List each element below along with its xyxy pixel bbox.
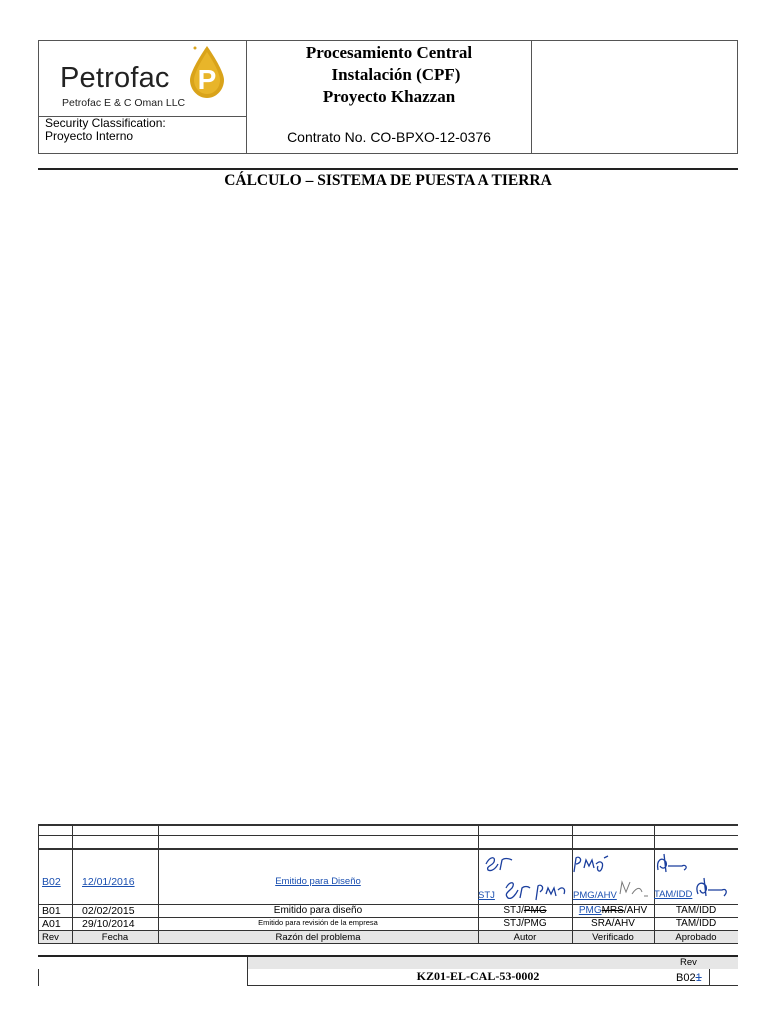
column-header-date: Fecha <box>101 932 129 943</box>
checked-struck-text: MRS <box>601 905 624 916</box>
reason-cell: Emitido para revisión de la empresa <box>258 918 378 927</box>
petrofac-drop-logo-icon <box>186 44 228 100</box>
revision-table <box>38 824 738 944</box>
signature-checker-initials <box>618 878 652 898</box>
footer-rule <box>709 969 710 986</box>
document-footer <box>38 955 738 987</box>
signature-author <box>482 852 516 874</box>
author-text: STJ/ <box>503 905 524 916</box>
author-cell: STJ/PMG <box>503 918 547 929</box>
project-title <box>247 42 531 108</box>
svg-text:P: P <box>197 64 217 95</box>
title-line-1: Procesamiento Central <box>305 43 473 62</box>
document-header <box>38 40 738 154</box>
security-classification <box>45 117 166 143</box>
footer-rule <box>247 985 738 986</box>
table-rule <box>72 824 73 944</box>
title-rule <box>38 168 738 170</box>
checked-cell: SRA/AHV <box>591 918 635 929</box>
reason-cell: Emitido para diseño <box>273 905 363 916</box>
footer-rule <box>38 969 39 986</box>
column-header-reason: Razón del problema <box>275 932 361 943</box>
author-cell: STJ <box>478 890 495 901</box>
signature-checker <box>572 852 612 876</box>
table-rule <box>38 835 738 836</box>
document-title: CÁLCULO – SISTEMA DE PUESTA A TIERRA <box>224 172 552 189</box>
approved-cell: TAM/IDD <box>675 918 717 929</box>
table-rule <box>38 848 738 850</box>
date-cell: 02/02/2015 <box>82 905 135 917</box>
signature-approver <box>654 850 690 876</box>
checked-text: /AHV <box>623 905 648 916</box>
column-header-author: Autor <box>513 932 537 943</box>
header-divider <box>531 41 532 153</box>
approved-cell: TAM/IDD <box>675 905 717 916</box>
footer-shade <box>247 957 738 969</box>
table-rule <box>38 930 738 931</box>
title-line-2: Instalación (CPF) <box>331 65 461 84</box>
rev-value-text: B02 <box>676 972 696 984</box>
reason-cell: Emitido para Diseño <box>275 876 361 887</box>
checked-text: PMG <box>578 905 602 916</box>
approved-cell: TAM/IDD <box>654 889 693 900</box>
date-cell: 12/01/2016 <box>82 876 135 888</box>
column-header-rev: Rev <box>42 932 59 943</box>
title-line-3: Proyecto Khazzan <box>322 87 456 106</box>
column-header-approved: Aprobado <box>675 932 717 943</box>
contract-number: Contrato No. CO-BPXO-12-0376 <box>287 129 491 145</box>
author-struck-text: PMG <box>523 905 547 916</box>
security-value: Proyecto Interno <box>45 129 134 143</box>
signature-author-initials <box>500 878 568 902</box>
rev-label: Rev <box>680 957 697 968</box>
author-cell <box>478 905 572 917</box>
table-rule <box>38 824 738 826</box>
company-logo-text: Petrofac <box>60 62 170 94</box>
company-subtitle: Petrofac E & C Oman LLC <box>62 97 186 109</box>
signature-approver-initials <box>692 874 732 900</box>
rev-cell: B02 <box>42 876 61 888</box>
rev-cell: B01 <box>42 905 61 917</box>
rev-value-struck: 1 <box>695 972 702 984</box>
document-number: KZ01-EL-CAL-53-0002 <box>416 969 540 983</box>
checked-cell <box>572 905 654 917</box>
checked-cell: PMG/AHV <box>573 890 617 901</box>
security-label: Security Classification: <box>45 116 166 130</box>
table-rule <box>38 824 39 944</box>
date-cell: 29/10/2014 <box>82 918 135 930</box>
rev-cell: A01 <box>42 918 61 930</box>
column-header-checked: Verificado <box>592 932 634 943</box>
rev-value <box>676 972 702 984</box>
